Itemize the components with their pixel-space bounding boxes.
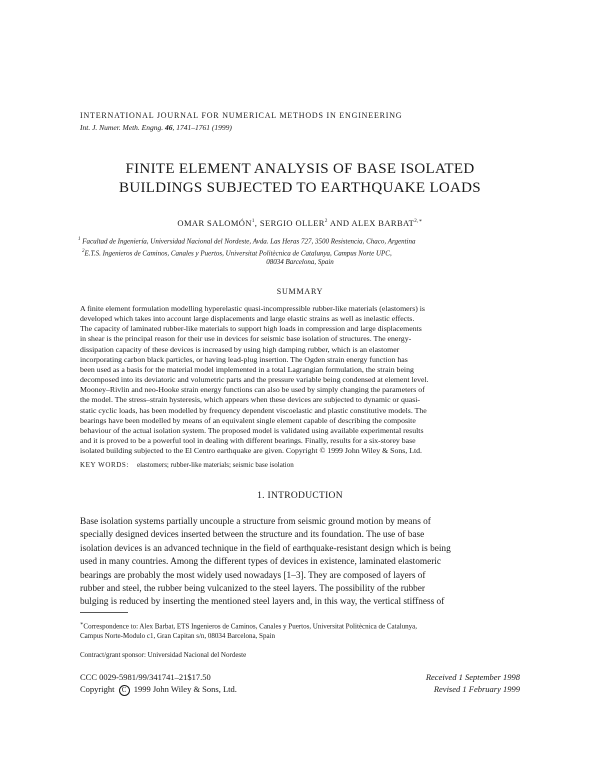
section-heading-introduction: 1. INTRODUCTION <box>257 491 343 501</box>
abstract-line: incorporating carbon black particles, or having lead-plug insertion. The Ogden strain energy function has <box>80 354 408 364</box>
body-line: bearings are probably the most widely used nowadays [1–3]. They are composed of layers of <box>80 570 426 581</box>
citation-volume: 46 <box>165 123 173 132</box>
keywords-label: KEY WORDS: <box>80 461 129 469</box>
abstract-line: bearings have been modelled by means of an equivalent single element capable of describing the composite <box>80 415 416 425</box>
footnote-line <box>80 620 417 631</box>
copyright-holder: 1999 John Wiley & Sons, Ltd. <box>133 684 237 694</box>
abstract-line: Mooney–Rivlin and neo-Hooke strain energy functions can also be used by simply changing the parameters of <box>80 385 425 395</box>
body-line: isolation devices is an advanced technique in the field of earthquake-resistant design which is being <box>80 543 451 554</box>
abstract-line: been used as a basis for the material model implemented in a total Lagrangian formulation, the strain being <box>80 364 414 374</box>
author-3: AND ALEX BARBAT <box>327 218 415 228</box>
grant-sponsor: Contract/grant sponsor: Universidad Nacional del Nordeste <box>80 651 247 659</box>
abstract-line: dissipation capacity of these devices is increased by using high damping rubber, which is an elastomer <box>80 344 400 354</box>
footnote-divider <box>80 612 128 613</box>
revised-date: Revised 1 February 1999 <box>433 684 520 694</box>
abstract-line: static cyclic loads, has been modelled by frequency dependent viscoelastic and plastic constitutive models. The <box>80 405 427 415</box>
footnote-marker: ∗ <box>80 622 84 627</box>
keywords <box>80 461 294 469</box>
abstract-line: A finite element formulation modelling hyperelastic quasi-incompressible rubber-like materials (elastomers) is <box>80 304 425 313</box>
abstract-line: decomposed into its deviatoric and volumetric parts and the pressure variable being condensed at element level. <box>80 375 429 385</box>
body-line: bulging is reduced by inserting the mentioned steel layers and, in this way, the vertical stiffness of <box>80 597 445 608</box>
ccc-code: CCC 0029-5981/99/341741–21$17.50 <box>80 672 211 682</box>
publication-info <box>80 671 237 696</box>
affiliation-1-marker: 1 <box>78 237 81 242</box>
affiliation-2-marker: 2 <box>82 249 85 254</box>
abstract-line: in shear is the principal reason for their use in devices for seismic base isolation of structures. The energy- <box>80 334 412 344</box>
abstract-line: isolated building subjected to the El Centro earthquake are given. Copyright © 1999 John Wiley & Sons, Ltd. <box>80 446 422 456</box>
citation-pages: , 1741–1761 (1999) <box>172 123 232 132</box>
body-line: Base isolation systems partially uncouple a structure from seismic ground motion by means of <box>80 517 431 527</box>
introduction-text <box>80 516 520 610</box>
abstract-text <box>80 304 520 456</box>
footnote-line-1-text: Correspondence to: Alex Barbat, ETS Ingenieros de Caminos, Canales y Puertos, Universitat Politècnica de Catalunya, <box>83 622 417 631</box>
body-line: used in many countries. Among the different types of devices in existence, laminated elastomeric <box>80 557 442 568</box>
footnote-line: Campus Norte-Modulo c1, Gran Capitan s/n, 08034 Barcelona, Spain <box>80 632 275 641</box>
author-2-affiliation: 2 <box>324 219 328 225</box>
dates <box>426 671 520 695</box>
paper-title-line-2: BUILDINGS SUBJECTED TO EARTHQUAKE LOADS <box>119 180 481 196</box>
author-2: , SERGIO OLLER <box>254 218 325 228</box>
abstract-line: and it is proved to be a powerful tool in dealing with different bearings. Finally, results for a six-storey base <box>80 436 416 446</box>
body-line: specially designed devices inserted between the structure and its foundation. The use of base <box>80 530 425 541</box>
affiliation-1 <box>78 235 416 246</box>
body-line: rubber and steel, the rubber being vulcanized to the steel layers. The possibility of the rubber <box>80 584 425 595</box>
copyright-label: Copyright <box>80 684 115 694</box>
author-1: OMAR SALOMÓN <box>177 218 252 228</box>
abstract-line: developed which takes into account large displacements and large elastic strains as well as inelastic effects. <box>80 314 415 324</box>
author-list <box>0 218 600 228</box>
abstract-line: behaviour of the actual isolation system. The proposed model is validated using available experimental results <box>80 425 424 435</box>
abstract-line: the model. The stress–strain hysteresis, which appears when these devices are subjected to dynamic or quasi- <box>80 395 421 405</box>
copyright-icon: C <box>119 685 130 696</box>
keywords-text: elastomers; rubber-like materials; seismic base isolation <box>136 461 294 469</box>
affiliation-2-text: E.T.S. Ingenieros de Caminos, Canales y Puertos, Universitat Politècnica de Catalunya, Campus Norte UPC, <box>84 249 392 258</box>
journal-name: INTERNATIONAL JOURNAL FOR NUMERICAL METHODS IN ENGINEERING <box>80 111 403 120</box>
author-3-affiliation: 2,∗ <box>414 219 423 225</box>
summary-heading: SUMMARY <box>276 287 324 296</box>
received-date: Received 1 September 1998 <box>425 672 520 682</box>
paper-title-line-1: FINITE ELEMENT ANALYSIS OF BASE ISOLATED <box>125 161 475 177</box>
journal-citation <box>80 123 232 132</box>
abstract-line: The capacity of laminated rubber-like materials to support high loads in compression and large displacements <box>80 324 422 334</box>
affiliation-1-text: Facultad de Ingeniería, Universidad Nacional del Nordeste, Avda. Las Heras 727, 3500 Resistencia, Chaco, Argentina <box>82 237 416 246</box>
correspondence-footnote <box>80 620 417 641</box>
author-1-affiliation: 1 <box>251 219 255 225</box>
citation-journal-abbrev: Int. J. Numer. Meth. Engng. <box>80 123 164 132</box>
copyright-line <box>80 683 237 696</box>
affiliation-2-continued: 08034 Barcelona, Spain <box>266 258 334 266</box>
